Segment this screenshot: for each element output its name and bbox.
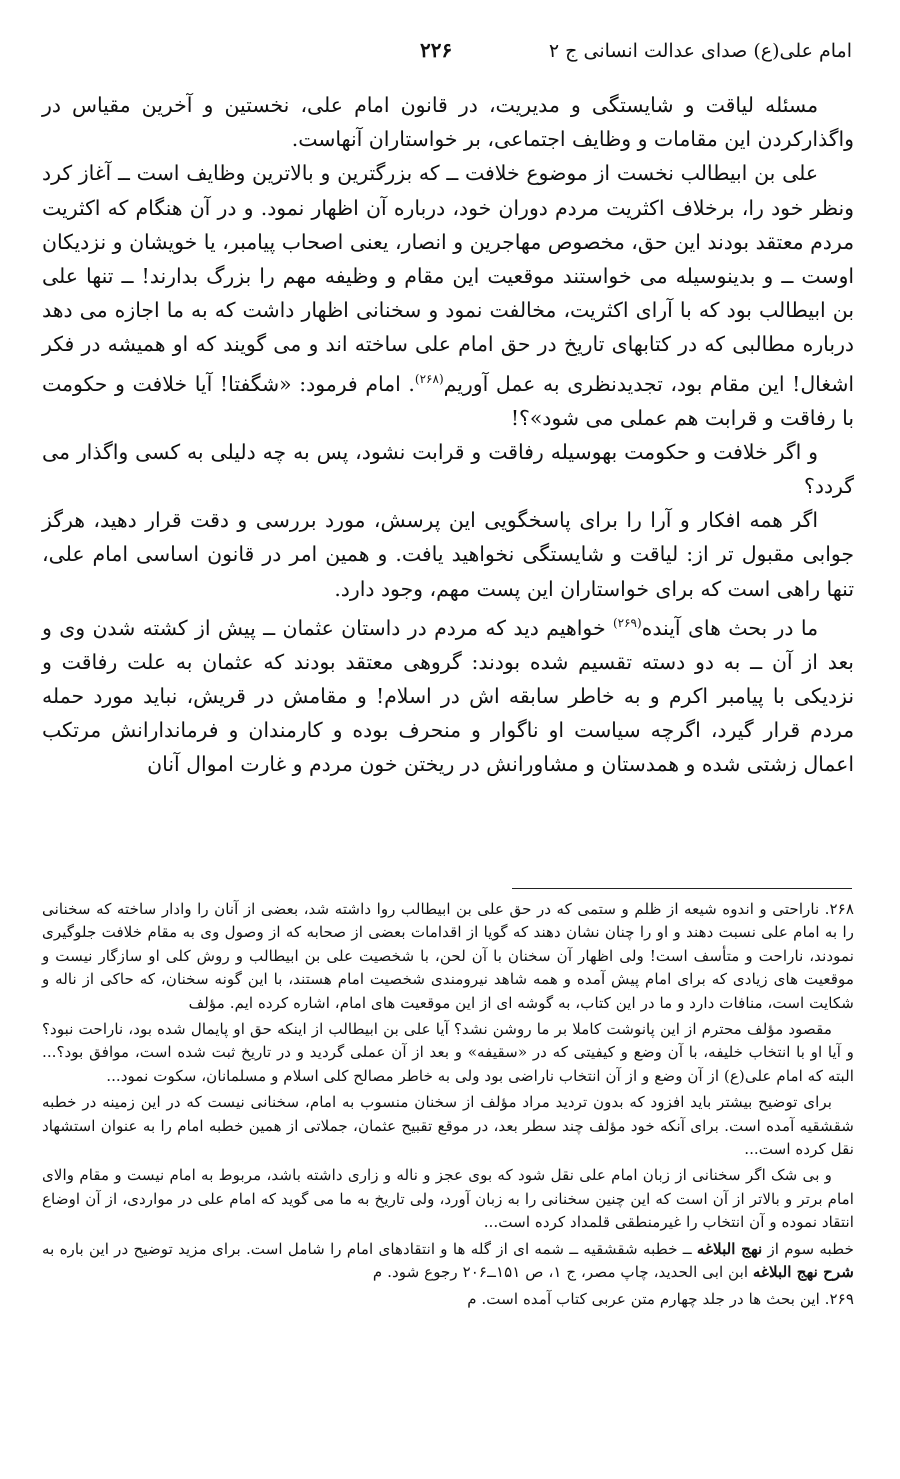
footnote-text-part: ابن ابی الحدید، چاپ مصر، ج ۱، ص ۱۵۱ــ۲۰۶ رجوع شود. م: [372, 1263, 753, 1282]
paragraph-5: [42, 606, 854, 782]
footnote-ref-269[interactable]: (۲۶۹): [612, 615, 642, 630]
running-header: [40, 38, 852, 70]
footnote-268-translator-note-3: و بی شک اگر سخنانی از زبان امام علی نقل شود که بوی عجز و ناله و زاری داشته باشد، مربوط به امام نیست و مقام والای امام برتر و بالاتر از آن است که این چنین سخنانی را به زبان آورد، ولی تاریخ به ما می گوید که امام علی در مواردی، از آن اوضاع انتقاد نموده و آن انتخاب را غیرمنطقی قلمداد کرده است...: [42, 1166, 854, 1232]
footnote-divider: [512, 888, 852, 889]
footnote-268-translator-note-1: مقصود مؤلف محترم از این پانوشت کاملا بر ما روشن نشد؟ آیا علی بن ابیطالب از اینکه حق او پایمال شده بود، ناراحت نبود؟ و آیا او با انتخاب خلیفه، با آن وضع و کیفیتی که در «سقیفه» و بعد از آن عملی گردید و در تاریخ ثبت شده است، موافق بود؟... البته که امام علی(ع) از آن وضع و از آن انتخاب ناراضی بود ولی به خاطر مصالح کلی اسلام و مسلمانان، سکوت نمود...: [42, 1020, 854, 1085]
footnote-268: ۲۶۸. ناراحتی و اندوه شیعه از ظلم و ستمی که در حق علی بن ابیطالب روا داشته شد، بعضی از آنان را وادار ساخته که سخنانی را به امام علی نسبت دهند و او را چنان نشان دهند که گویا از اقدامات بعضی از صحابه که از وصول وی به مقام خلافت جلوگیری نمودند، ناراحت و متأسف است! ولی اظهار آن سخنان با آن لحن، با شخصیت علی بن ابیطالب و روش کلی او سازگار نیست و موقعیت های زیادی که برای امام پیش آمده و همه شاهد نیرومندی شخصیت امام هستند، با این گونه سخنان، که حاکی از ناله و شکایت است، منافات دارد و ما در این کتاب، به گوشه ای از این موقعیت های امام، اشاره کرده ایم. مؤلف: [42, 900, 854, 1012]
header-title: امام علی(ع) صدای عدالت انسانی ج ۲: [548, 40, 852, 62]
paragraph-2-text-b: . امام فرمود: «شگفتا! آیا خلافت و حکومت با رفاقت و قرابت هم عملی می شود»؟!: [42, 371, 854, 430]
footnote-text-part: ــ خطبه شقشقیه ــ شمه ای از گله ها و انتقادهای امام را شامل است. برای مزید توضیح در این باره به: [42, 1239, 697, 1258]
footnote-ref-268[interactable]: (۲۶۸): [414, 371, 444, 386]
main-text: [42, 88, 854, 782]
book-title-sharh: شرح نهج البلاغه: [752, 1263, 854, 1282]
paragraph-4: اگر همه افکار و آرا را برای پاسخگویی این پرسش، مورد بررسی و دقت قرار دهید، هرگز جوابی مقبول تر از: لیاقت و شایستگی نخواهید یافت. و همین امر در قانون اساسی امام علی، تنها راهی است که برای خواستاران این پست مهم، وجود دارد.: [42, 508, 854, 601]
footnotes: [42, 898, 854, 1314]
book-title-nahj: نهج البلاغه: [696, 1239, 763, 1258]
paragraph-2-text-a: علی بن ابیطالب نخست از موضوع خلافت ــ که بزرگترین و بالاترین وظایف است ــ آغاز کرد ونظر خود را، برخلاف اکثریت مردم دوران خود، درباره آن اظهار نمود. و در آن هنگام که اکثریت مردم معتقد بودند این حق، مخصوص مهاجرین و انصار، یعنی اصحاب پیامبر، یا خویشان و نزدیکان اوست ــ و بدینوسیله می خواستند موقعیت این مقام و وظیفه مهم را بزرگ بدارند! ــ تنها علی بن ابیطالب بود که با آرای اکثریت، مخالفت نمود و سخنانی اظهار داشت که به ما اجازه می دهد درباره مطالبی که در کتابهای تاریخ در حق امام علی ساخته اند و می گویند که او همیشه در فکر اشغال! این مقام بود، تجدیدنظری به عمل آوریم: [42, 161, 854, 396]
paragraph-2: [42, 156, 854, 434]
page-number: ۲۲۶: [420, 38, 453, 62]
footnote-text-part: خطبه سوم از: [762, 1239, 854, 1258]
paragraph-1: مسئله لیاقت و شایستگی و مدیریت، در قانون امام علی، نخستین و آخرین مقیاس در واگذارکردن این مقامات و وظایف اجتماعی، بر خواستاران آنهاست.: [42, 93, 854, 152]
paragraph-5-text-a: ما در بحث های آینده: [641, 615, 819, 640]
paragraph-5-text-b: خواهیم دید که مردم در داستان عثمان ــ پیش از کشته شدن وی و بعد از آن ــ به دو دسته تقسیم شده بودند: گروهی معتقد بودند که عثمان به علت رفاقت و نزدیکی با پیامبر اکرم و به خاطر سابقه اش در اسلام! و مقامش در قریش، نباید مورد حمله مردم قرار گیرد، اگرچه سیاست او ناگوار و منحرف بوده و کارمندان و فرماندارانش مرتکب اعمال زشتی شده و همدستان و مشاورانش در ریختن خون مردم و غارت اموال آنان: [42, 615, 854, 777]
footnote-269: ۲۶۹. این بحث ها در جلد چهارم متن عربی کتاب آمده است. م: [467, 1289, 854, 1308]
footnote-268-translator-note-2: برای توضیح بیشتر باید افزود که بدون تردید مراد مؤلف از سخنان منسوب به امام، سخنانی نیست که در این زمینه در خطبه شقشقیه آمده است. برای آنکه خود مؤلف چند سطر بعد، در موقع تقبیح عثمان، جملاتی از همین خطبه امام را به عنوان استشهاد نقل کرده است...: [42, 1093, 854, 1159]
paragraph-3: و اگر خلافت و حکومت بهوسیله رفاقت و قرابت نشود، پس به چه دلیلی به کسی واگذار می گردد؟: [42, 439, 854, 499]
footnote-268-translator-note-4: [42, 1238, 854, 1285]
